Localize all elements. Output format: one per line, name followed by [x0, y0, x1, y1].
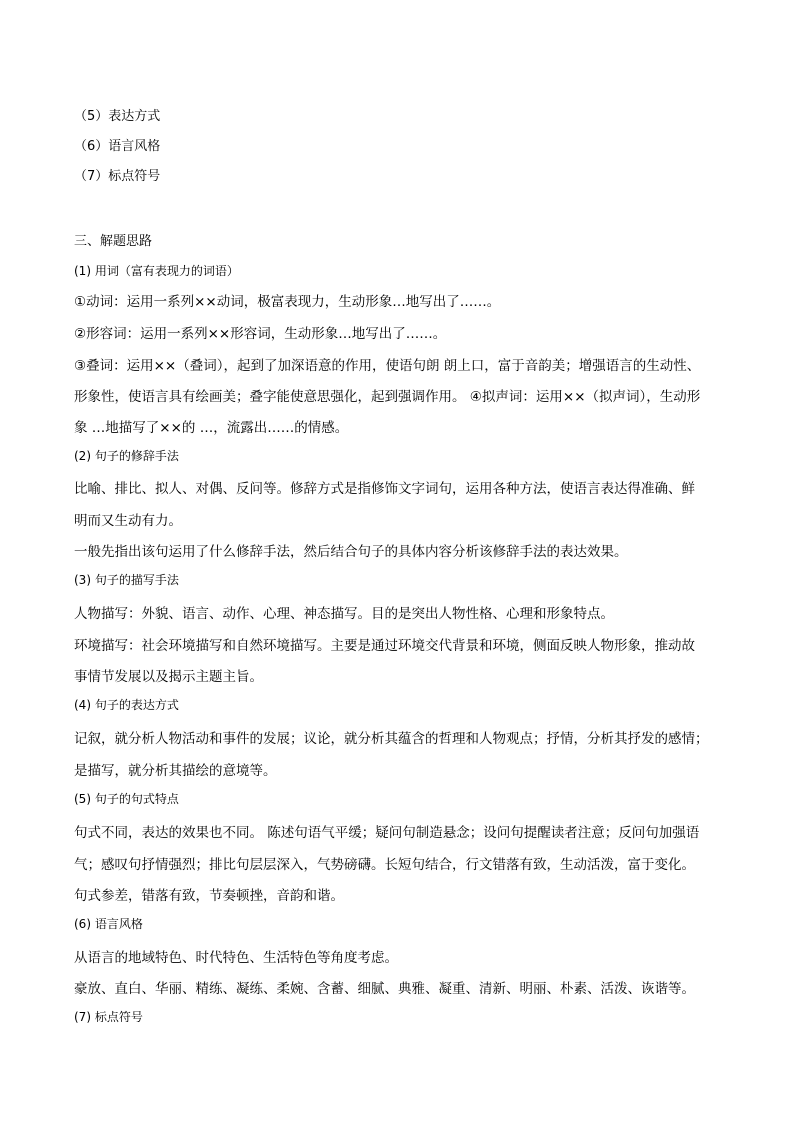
paragraph-line: 句式不同，表达的效果也不同。 陈述句语气平缓；疑问句制造悬念；设问句提醒读者注意；反问句加强语 — [74, 825, 700, 841]
toc-item-style: （6）语言风格 — [74, 139, 161, 154]
paragraph-line: 明而又生动有力。 — [74, 513, 182, 529]
subsection-heading-punctuation: (7) 标点符号 — [74, 1010, 143, 1024]
paragraph-line: ①动词：运用一系列××动词，极富表现力，生动形象…地写出了……。 — [74, 294, 501, 310]
toc-item-expression: （5）表达方式 — [74, 109, 161, 124]
section-title: 三、解题思路 — [74, 234, 153, 249]
paragraph-line: ③叠词：运用××（叠词），起到了加深语意的作用，使语句朗 朗上口，富于音韵美；增强语言的生动性、 — [74, 358, 701, 374]
paragraph-line: 气；感叹句抒情强烈；排比句层层深入，气势磅礴。长短句结合，行文错落有致，生动活泼，富于变化。 — [74, 857, 695, 873]
subsection-heading-language-style: (6) 语言风格 — [74, 917, 143, 931]
subsection-heading-expression: (4) 句子的表达方式 — [74, 698, 179, 712]
subsection-heading-word-choice: (1) 用词（富有表现力的词语） — [74, 264, 239, 278]
paragraph-line: 事情节发展以及揭示主题主旨。 — [74, 669, 263, 685]
paragraph-line: ②形容词：运用一系列××形容词，生动形象…地写出了……。 — [74, 326, 447, 342]
paragraph-line: 环境描写：社会环境描写和自然环境描写。主要是通过环境交代背景和环境，侧面反映人物形象，推动故 — [74, 638, 695, 654]
subsection-heading-rhetoric: (2) 句子的修辞手法 — [74, 449, 179, 463]
subsection-heading-sentence-pattern: (5) 句子的句式特点 — [74, 792, 179, 806]
paragraph-line: 记叙，就分析人物活动和事件的发展；议论，就分析其蕴含的哲理和人物观点；抒情，分析其抒发的感情； — [74, 731, 709, 747]
paragraph-line: 人物描写：外貌、语言、动作、心理、神态描写。目的是突出人物性格、心理和形象特点。 — [74, 606, 614, 622]
paragraph-line: 从语言的地域特色、时代特色、生活特色等角度考虑。 — [74, 950, 398, 966]
subsection-heading-description: (3) 句子的描写手法 — [74, 573, 179, 587]
paragraph-line: 句式参差，错落有致，节奏顿挫，音韵和谐。 — [74, 888, 344, 904]
toc-item-punctuation: （7）标点符号 — [74, 169, 161, 184]
paragraph-line: 形象性，使语言具有绘画美；叠字能使意思强化，起到强调作用。 ④拟声词：运用××（拟声词），生动形 — [74, 389, 701, 405]
paragraph-line: 一般先指出该句运用了什么修辞手法，然后结合句子的具体内容分析该修辞手法的表达效果。 — [74, 544, 628, 560]
paragraph-line: 象 …地描写了××的 …，流露出……的情感。 — [74, 420, 349, 436]
paragraph-line: 是描写，就分析其描绘的意境等。 — [74, 763, 277, 779]
paragraph-line: 豪放、直白、华丽、精练、凝练、柔婉、含蓄、细腻、典雅、凝重、清新、明丽、朴素、活泼、诙谐等。 — [74, 981, 695, 997]
paragraph-line: 比喻、排比、拟人、对偶、反问等。修辞方式是指修饰文字词句，运用各种方法，使语言表达得准确、鲜 — [74, 481, 695, 497]
